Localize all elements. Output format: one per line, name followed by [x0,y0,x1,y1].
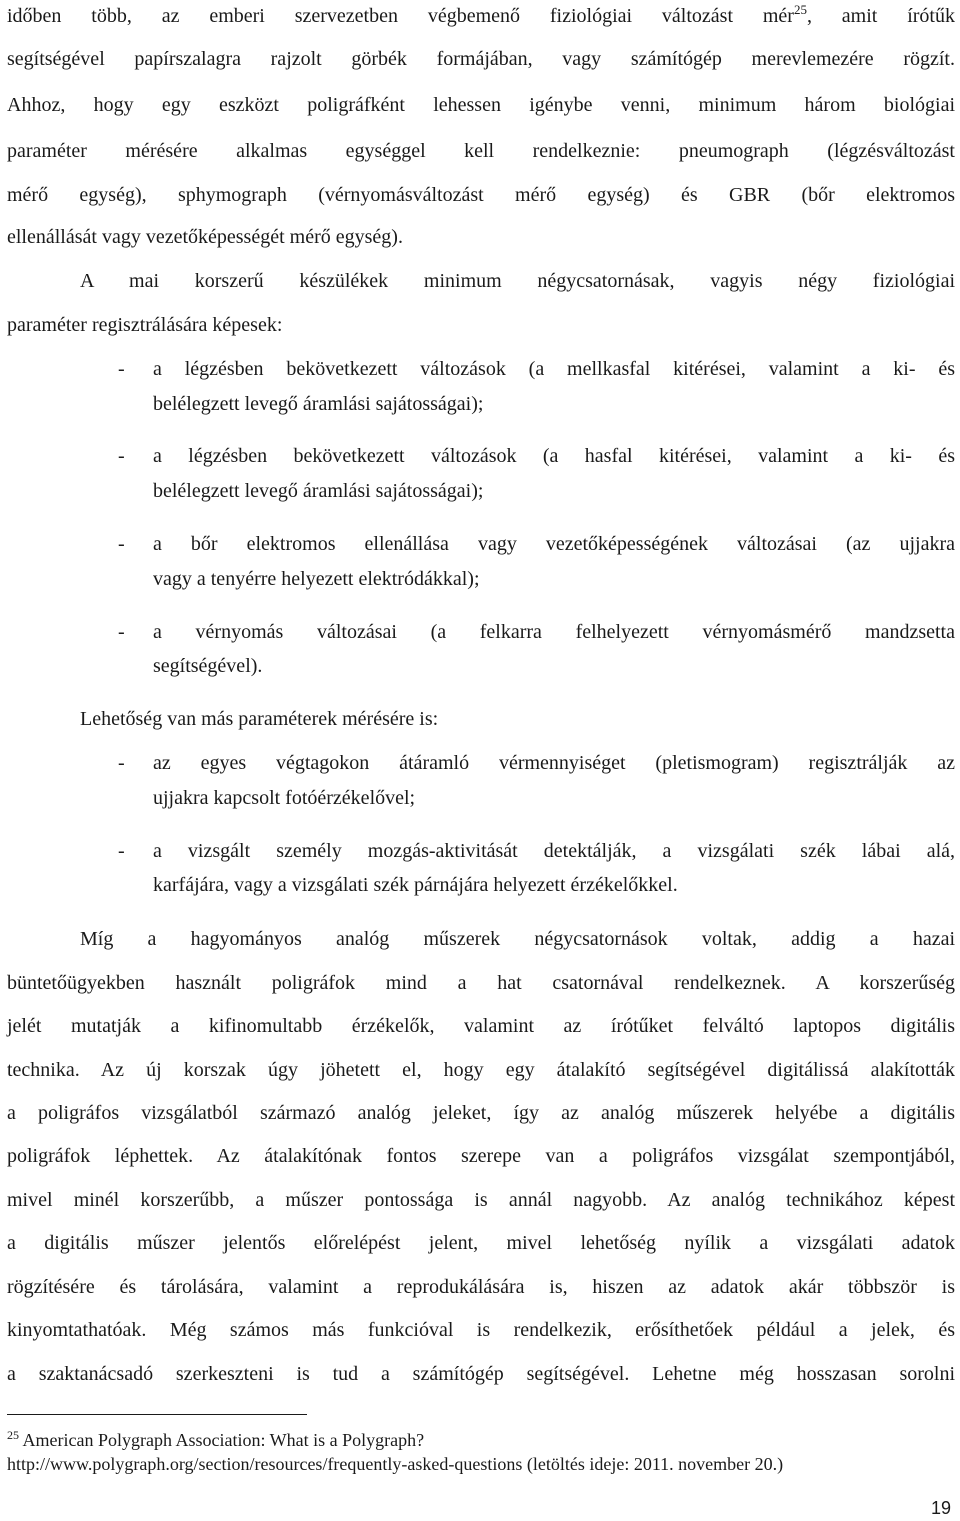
list-item-line: a légzésben bekövetkezett változások (a hasfal kitérései, valamint a ki- és [153,445,955,467]
paragraph-line: kinyomtathatóak. Még számos más funkcióval is rendelkezik, erősíthetőek például a jelek, és [7,1319,955,1341]
list-item-line: az egyes végtagokon átáramló vérmennyiséget (pletismogram) regisztrálják az [153,752,955,774]
text-run: időben több, az emberi szervezetben végbemenő fiziológiai változást mér [7,5,794,27]
paragraph-line: Ahhoz, hogy egy eszközt poligráfként lehessen igénybe venni, minimum három biológiai [7,94,955,116]
paragraph-line: a szaktanácsadó szerkeszteni is tud a számítógép segítségével. Lehetne még hosszasan sorolni [7,1363,955,1385]
paragraph-line: mivel minél korszerűbb, a műszer pontossága is annál nagyobb. Az analóg technikához képest [7,1189,955,1211]
list-bullet-dash: - [118,445,125,467]
paragraph-line: paraméter regisztrálására képesek: [7,314,283,336]
list-bullet-dash: - [118,840,125,862]
list-item-line: a vizsgált személy mozgás-aktivitását detektálják, a vizsgálati szék lábai alá, [153,840,955,862]
list-item-line: belélegzett levegő áramlási sajátosságai); [153,480,484,502]
list-item-line: karfájára, vagy a vizsgálati szék párnájára helyezett érzékelőkkel. [153,874,678,896]
list-bullet-dash: - [118,752,125,774]
list-item-line: belélegzett levegő áramlási sajátosságai); [153,393,484,415]
list-item-line: a légzésben bekövetkezett változások (a mellkasfal kitérései, valamint a ki- és [153,358,955,380]
footnote-reference[interactable]: 25 [793,2,807,17]
text-run: , amit írótűk [806,5,955,27]
footnote-text: American Polygraph Association: What is a Polygraph? [19,1430,425,1450]
paragraph-line: büntetőügyekben használt poligráfok mind a hat csatornával rendelkeznek. A korszerűség [7,972,955,994]
paragraph-line: a poligráfos vizsgálatból származó analóg jeleket, így az analóg műszerek helyébe a digitális [7,1102,955,1124]
paragraph-line [7,3,955,29]
paragraph-line: paraméter mérésére alkalmas egységgel kell rendelkeznie: pneumograph (légzésváltozást [7,140,955,162]
list-item-line: vagy a tenyérre helyezett elektródákkal); [153,568,480,590]
paragraph-line: rögzítésére és tárolására, valamint a reprodukálására is, hiszen az adatok akár többször is [7,1276,955,1298]
paragraph-line: A mai korszerű készülékek minimum négycsatornásak, vagyis négy fiziológiai [80,270,955,292]
list-item-line: a bőr elektromos ellenállása vagy vezetőképességének változásai (az ujjakra [153,533,955,555]
paragraph-line: segítségével papírszalagra rajzolt görbék formájában, vagy számítógép merevlemezére rögzít. [7,48,955,70]
paragraph-line: ellenállását vagy vezetőképességét mérő egység). [7,226,403,248]
paragraph-line: Míg a hagyományos analóg műszerek négycsatornások voltak, addig a hazai [80,928,955,950]
footnote-number: 25 [7,1428,19,1442]
paragraph-line: technika. Az új korszak úgy jöhetett el, hogy egy átalakító segítségével digitálissá alakították [7,1059,955,1081]
paragraph-line: mérő egység), sphymograph (vérnyomásváltozást mérő egység) és GBR (bőr elektromos [7,184,955,206]
list-bullet-dash: - [118,621,125,643]
footnote-link[interactable]: http://www.polygraph.org/section/resources/frequently-asked-questions (letöltés ideje: 2011. november 20.) [7,1454,784,1474]
paragraph-line: poligráfok léphettek. Az átalakítónak fontos szerepe van a poligráfos vizsgálat szempontjából, [7,1145,955,1167]
footnote [7,1429,424,1451]
list-item-line: ujjakra kapcsolt fotóérzékelővel; [153,787,416,809]
paragraph-line: Lehetőség van más paraméterek mérésére is: [80,708,439,730]
list-item-line: a vérnyomás változásai (a felkarra felhelyezett vérnyomásmérő mandzsetta [153,621,955,643]
list-item-line: segítségével). [153,655,263,677]
paragraph-line: jelét mutatják a kifinomultabb érzékelők, valamint az írótűket felváltó laptopos digitális [7,1015,955,1037]
page-number: 19 [930,1498,951,1518]
paragraph-line: a digitális műszer jelentős előrelépést jelent, mivel lehetőség nyílik a vizsgálati adatok [7,1232,955,1254]
footnote-separator [7,1414,307,1415]
list-bullet-dash: - [118,533,125,555]
list-bullet-dash: - [118,358,125,380]
